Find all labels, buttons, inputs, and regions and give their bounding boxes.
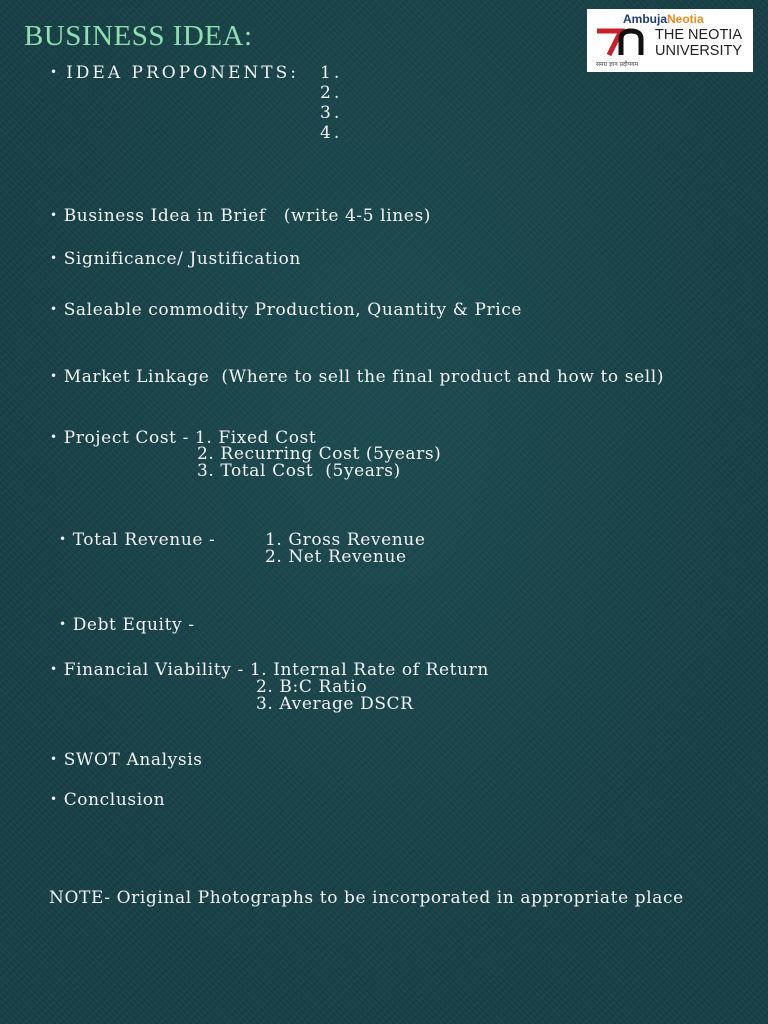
logo-brand <box>623 12 704 26</box>
bullet-icon: • <box>50 65 61 79</box>
logo-university-line1: THE NEOTIA <box>655 27 743 43</box>
item-significance-text: Significance/ Justification <box>63 249 301 269</box>
item-significance <box>50 251 301 269</box>
item-market <box>50 369 664 387</box>
bullet-icon: • <box>50 430 58 444</box>
proponent-3: 3. <box>320 103 343 123</box>
proponents-label: IDEA PROPONENTS: <box>66 63 299 83</box>
bullet-icon: • <box>50 302 58 316</box>
item-revenue <box>59 532 215 550</box>
viability-line3: 3. Average DSCR <box>256 694 414 714</box>
item-debt-text: Debt Equity - <box>72 615 195 635</box>
logo-mark-icon <box>595 27 651 57</box>
university-logo <box>587 9 753 72</box>
item-saleable-text: Saleable commodity Production, Quantity & Price <box>63 300 523 320</box>
bullet-icon: • <box>50 752 58 766</box>
logo-brand-part1: Ambuja <box>623 12 668 26</box>
item-brief-text: Business Idea in Brief (write 4-5 lines) <box>63 206 432 226</box>
item-debt <box>59 617 195 635</box>
viability-line2: 2. B:C Ratio <box>256 677 368 697</box>
viability-label: Financial Viability - 1. Internal Rate of Return <box>63 660 489 680</box>
project-cost-label: Project Cost - 1. Fixed Cost <box>63 428 317 448</box>
logo-university-line2: UNIVERSITY <box>655 43 743 59</box>
item-swot-text: SWOT Analysis <box>63 750 203 770</box>
proponent-4: 4. <box>320 123 343 143</box>
logo-brand-part2: Neotia <box>667 12 704 26</box>
revenue-label: Total Revenue - <box>72 530 216 550</box>
bullet-icon: • <box>50 251 58 265</box>
bullet-icon: • <box>50 792 58 806</box>
item-market-text: Market Linkage (Where to sell the final product and how to sell) <box>63 367 665 387</box>
bullet-icon: • <box>50 662 58 676</box>
proponents-row <box>50 65 299 83</box>
revenue-line1: 1. Gross Revenue <box>265 530 426 550</box>
bullet-icon: • <box>59 532 67 546</box>
item-conclusion <box>50 792 165 810</box>
item-swot <box>50 752 203 770</box>
bullet-icon: • <box>59 617 67 631</box>
logo-tagline: समग्र ज्ञान प्रदीपयम <box>596 61 639 68</box>
bullet-icon: • <box>50 208 58 222</box>
note-text: NOTE- Original Photographs to be incorporated in appropriate place <box>49 888 684 908</box>
item-brief <box>50 208 431 226</box>
logo-university-name <box>655 27 742 59</box>
revenue-line2: 2. Net Revenue <box>265 547 407 567</box>
proponent-1: 1. <box>320 63 343 83</box>
item-conclusion-text: Conclusion <box>63 790 166 810</box>
item-saleable <box>50 302 522 320</box>
bullet-icon: • <box>50 369 58 383</box>
page-title: BUSINESS IDEA: <box>24 20 253 52</box>
proponent-2: 2. <box>320 83 343 103</box>
project-cost-line3: 3. Total Cost (5years) <box>197 461 401 481</box>
project-cost-line2: 2. Recurring Cost (5years) <box>197 444 442 464</box>
